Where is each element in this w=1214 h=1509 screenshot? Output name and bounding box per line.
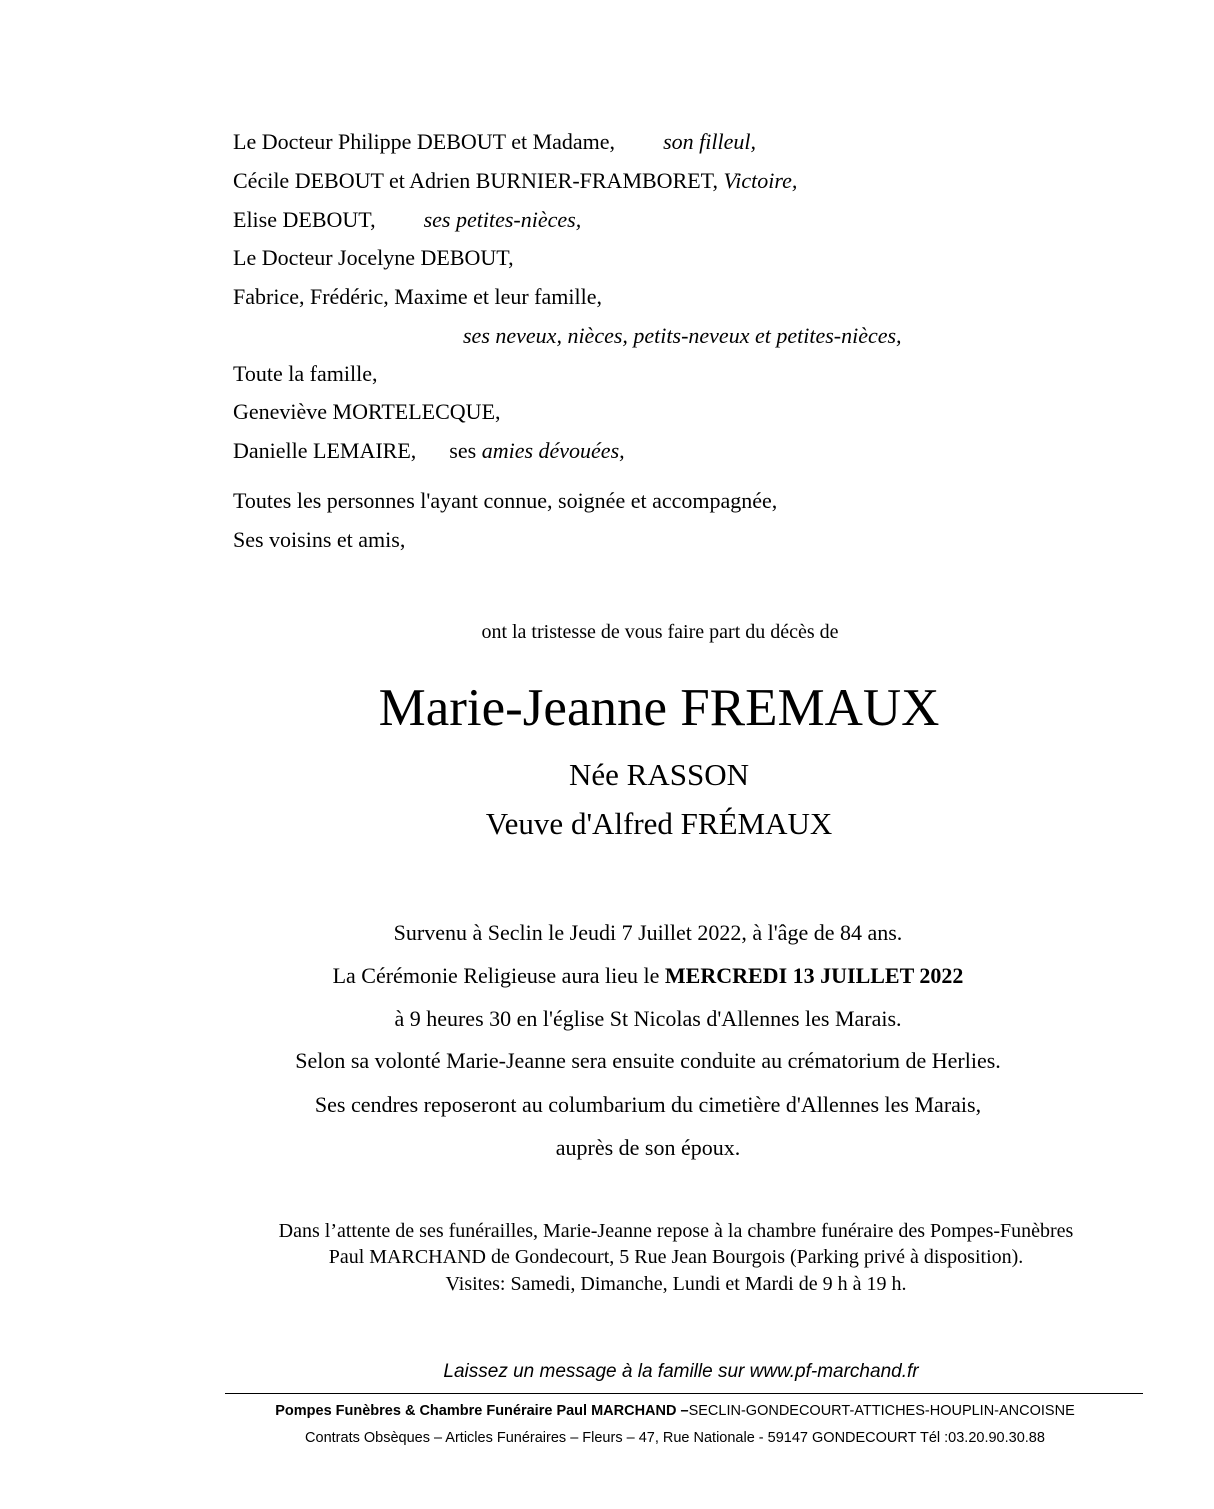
- footer-divider: [225, 1393, 1143, 1394]
- family-name: Elise DEBOUT,: [233, 207, 376, 232]
- footer-contact: Contrats Obsèques – Articles Funéraires – Fleurs – 47, Rue Nationale - 59147 GONDECOURT Tél :03.20.90.30.88: [305, 1430, 1045, 1446]
- details-ashes: Ses cendres reposeront au columbarium du cimetière d'Allennes les Marais,: [314, 1092, 982, 1117]
- footer-company-name: Pompes Funèbres & Chambre Funéraire Paul MARCHAND –: [275, 1403, 689, 1419]
- deceased-name: Marie-Jeanne FREMAUX: [378, 679, 940, 737]
- footer-company: [0, 1404, 1214, 1419]
- family-line-3: [233, 209, 581, 231]
- family-name: Geneviève MORTELECQUE,: [233, 399, 501, 424]
- family-line-10: [233, 490, 777, 512]
- family-text: Toutes les personnes l'ayant connue, soignée et accompagnée,: [233, 488, 778, 513]
- family-line-5: [233, 286, 602, 308]
- family-role: ses: [449, 438, 477, 463]
- visit-line-1: Dans l’attente de ses funérailles, Marie-Jeanne repose à la chambre funéraire des Pompes-Funèbres: [278, 1220, 1074, 1242]
- deceased-widow-of: Veuve d'Alfred FRÉMAUX: [485, 806, 833, 841]
- family-line-4: [233, 247, 514, 269]
- family-line-11: [233, 529, 405, 551]
- family-role: amies dévouées,: [481, 438, 625, 463]
- footer-message: Laissez un message à la famille sur www.pf-marchand.fr: [443, 1361, 919, 1382]
- visit-line-2: Paul MARCHAND de Gondecourt, 5 Rue Jean Bourgois (Parking privé à disposition).: [328, 1246, 1024, 1268]
- deceased-maiden-name: Née RASSON: [569, 757, 749, 792]
- family-line-2: [233, 170, 797, 192]
- family-role: ses petites-nièces,: [423, 207, 582, 232]
- family-line-7: [233, 363, 377, 385]
- family-line-1: [233, 131, 756, 153]
- details-ceremony: [0, 965, 1214, 987]
- ceremony-text: La Cérémonie Religieuse aura lieu le: [332, 963, 665, 988]
- family-name: Le Docteur Jocelyne DEBOUT,: [233, 245, 514, 270]
- family-name: Toute la famille,: [233, 361, 378, 386]
- details-church: à 9 heures 30 en l'église St Nicolas d'Allennes les Marais.: [394, 1006, 902, 1031]
- details-death: Survenu à Seclin le Jeudi 7 Juillet 2022, à l'âge de 84 ans.: [393, 920, 903, 945]
- family-text: Ses voisins et amis,: [233, 527, 406, 552]
- family-name: Danielle LEMAIRE,: [233, 438, 417, 463]
- family-role: Victoire,: [723, 168, 798, 193]
- ceremony-date: MERCREDI 13 JUILLET 2022: [664, 963, 964, 988]
- family-role: ses neveux, nièces, petits-neveux et petites-nièces,: [463, 323, 902, 348]
- details-crematorium: Selon sa volonté Marie-Jeanne sera ensuite conduite au crématorium de Herlies.: [295, 1048, 1001, 1073]
- family-role: son filleul,: [663, 129, 756, 154]
- visit-line-3: Visites: Samedi, Dimanche, Lundi et Mardi de 9 h à 19 h.: [445, 1273, 907, 1295]
- family-name: Fabrice, Frédéric, Maxime et leur famille,: [233, 284, 602, 309]
- family-line-8: [233, 401, 501, 423]
- footer-company-towns: SECLIN-GONDECOURT-ATTICHES-HOUPLIN-ANCOISNE: [688, 1403, 1075, 1419]
- details-spouse: auprès de son époux.: [555, 1135, 741, 1160]
- announcement: ont la tristesse de vous faire part du décès de: [481, 621, 839, 643]
- family-name: Cécile DEBOUT et Adrien BURNIER-FRAMBORET,: [233, 168, 718, 193]
- family-name: Le Docteur Philippe DEBOUT et Madame,: [233, 129, 616, 154]
- family-line-9: [233, 440, 625, 462]
- family-line-6: [463, 325, 902, 347]
